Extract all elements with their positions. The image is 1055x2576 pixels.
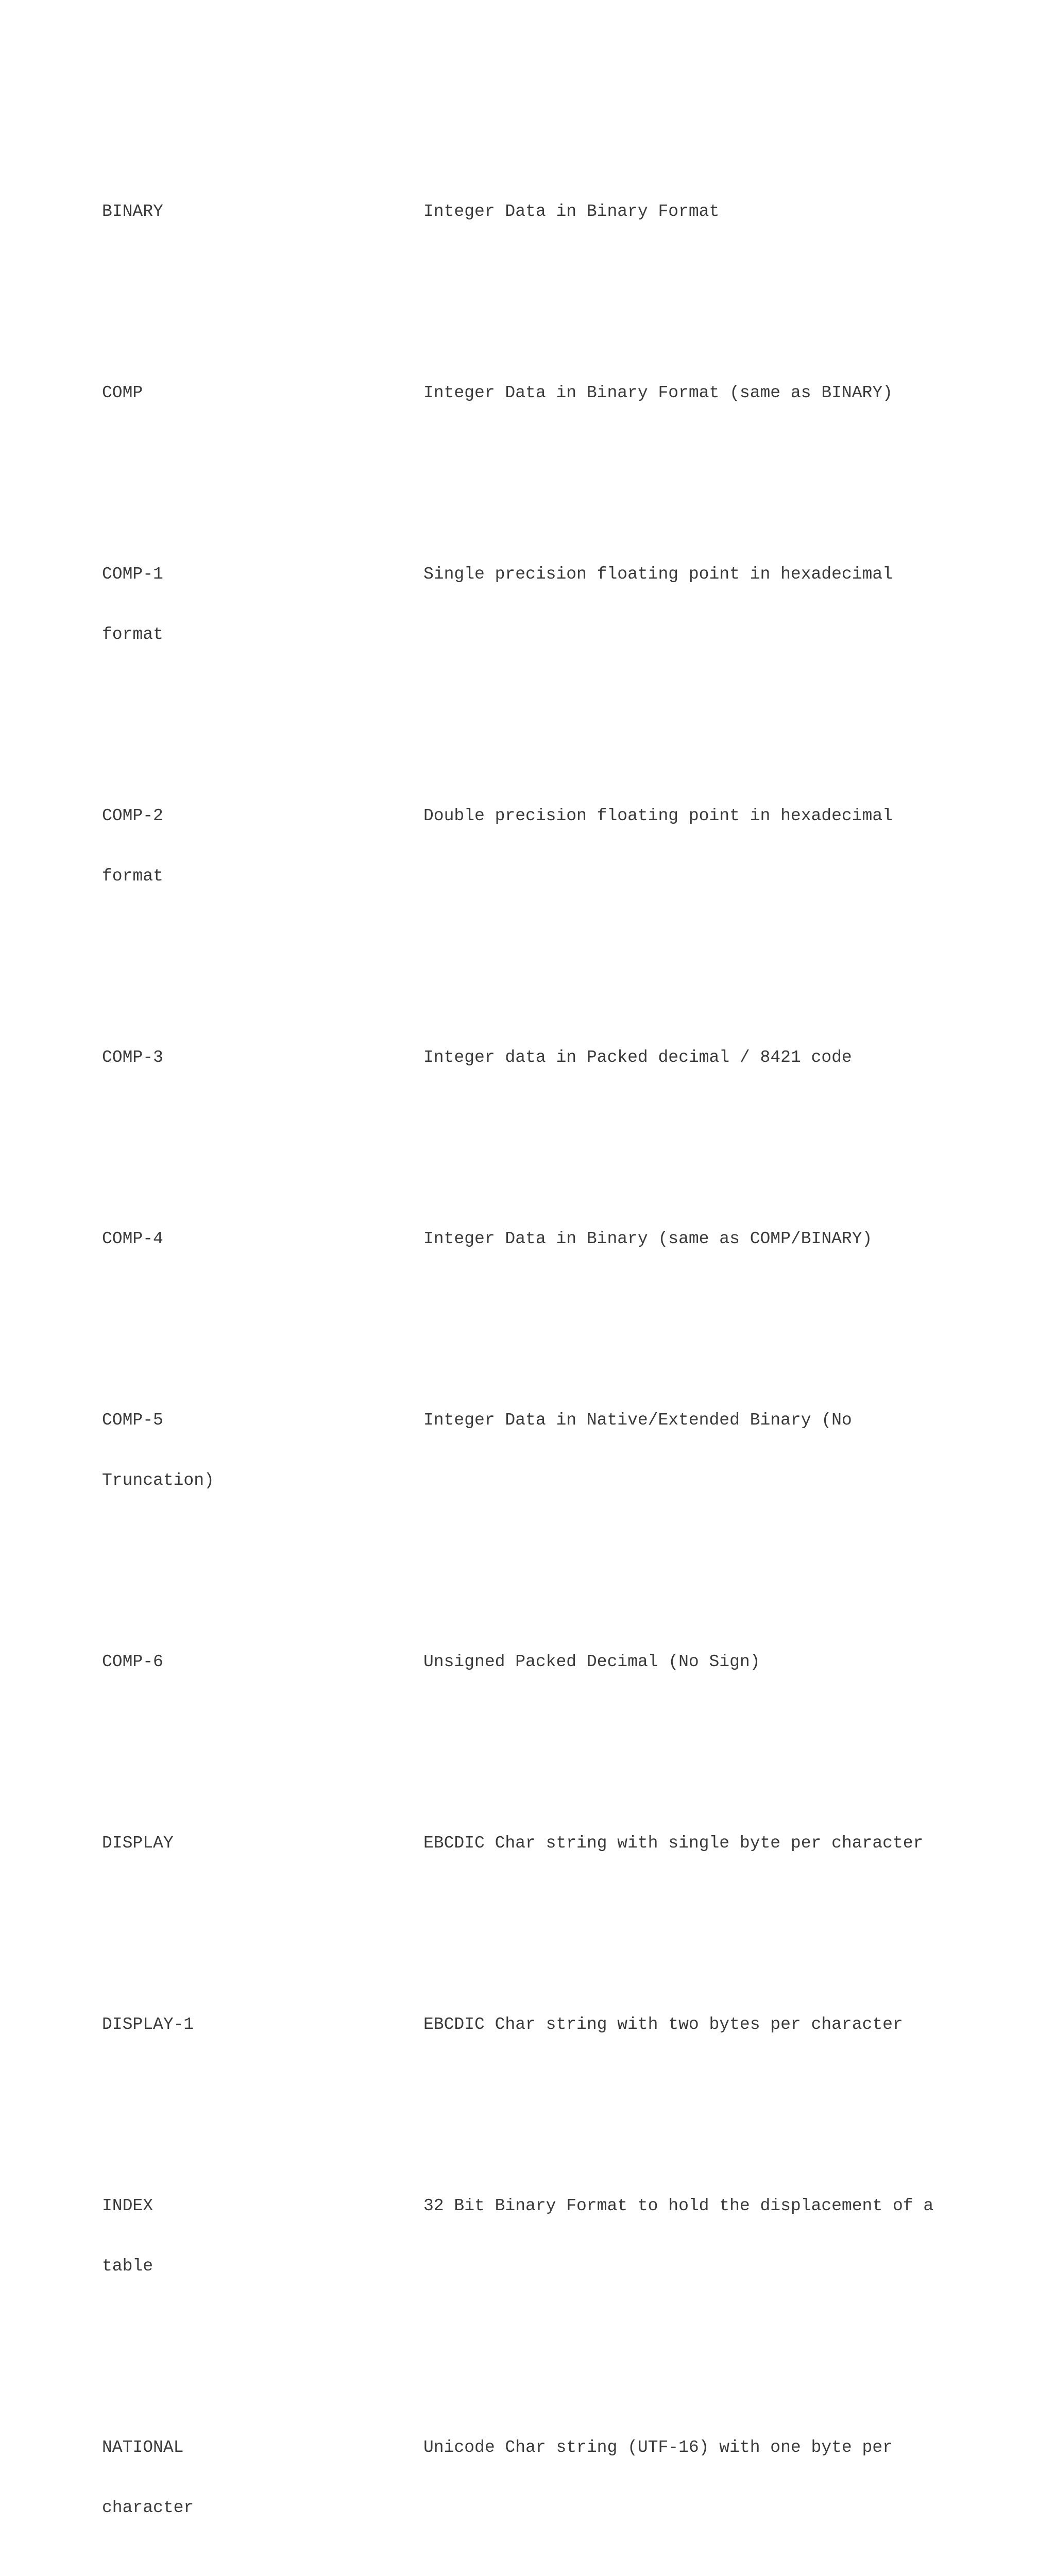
usage-description: Integer Data in Binary Format: [423, 202, 720, 221]
usage-term: DISPLAY: [102, 1834, 174, 1853]
usage-term: BINARY: [102, 202, 163, 221]
list-item: [102, 524, 978, 685]
list-item: [102, 2397, 978, 2558]
usage-description: Integer data in Packed decimal / 8421 code: [423, 1048, 852, 1067]
usage-description: EBCDIC Char string with single byte per character: [423, 1834, 924, 1853]
usage-description: 32 Bit Binary Format to hold the displacement of a: [423, 2196, 934, 2215]
usage-description: Double precision floating point in hexadecimal: [423, 806, 893, 825]
usage-term: COMP: [102, 383, 143, 402]
usage-description: Integer Data in Native/Extended Binary (No: [423, 1411, 852, 1430]
usage-description: Unicode Char string (UTF-16) with one byte per: [423, 2438, 893, 2457]
usage-description-continuation: table: [102, 2257, 154, 2276]
usage-term: COMP-6: [102, 1652, 163, 1671]
list-item: [102, 161, 978, 262]
list-item: [102, 1007, 978, 1108]
usage-term: COMP-4: [102, 1229, 163, 1248]
usage-term: COMP-5: [102, 1411, 163, 1430]
usage-description-continuation: format: [102, 625, 163, 644]
usage-term: COMP-1: [102, 565, 163, 584]
list-item: [102, 766, 978, 926]
list-item: [102, 1793, 978, 1893]
usage-term: DISPLAY-1: [102, 2015, 194, 2034]
usage-description-continuation: format: [102, 867, 163, 886]
list-item: [102, 1612, 978, 1712]
usage-term: COMP-2: [102, 806, 163, 825]
usage-description: Integer Data in Binary Format (same as BINARY): [423, 383, 893, 402]
list-item: [102, 1370, 978, 1531]
usage-description-continuation: Truncation): [102, 1471, 214, 1490]
list-item: [102, 2156, 978, 2316]
usage-term: INDEX: [102, 2196, 154, 2215]
usage-description: EBCDIC Char string with two bytes per character: [423, 2015, 903, 2034]
list-item: [102, 1189, 978, 1289]
list-item: [102, 343, 978, 443]
usage-description: Integer Data in Binary (same as COMP/BINARY): [423, 1229, 873, 1248]
usage-description: Single precision floating point in hexadecimal: [423, 565, 893, 584]
usage-definition-list: [102, 101, 978, 2576]
list-item: [102, 1974, 978, 2075]
usage-description-continuation: character: [102, 2498, 194, 2517]
usage-description: Unsigned Packed Decimal (No Sign): [423, 1652, 760, 1671]
usage-term: COMP-3: [102, 1048, 163, 1067]
usage-term: NATIONAL: [102, 2438, 184, 2457]
